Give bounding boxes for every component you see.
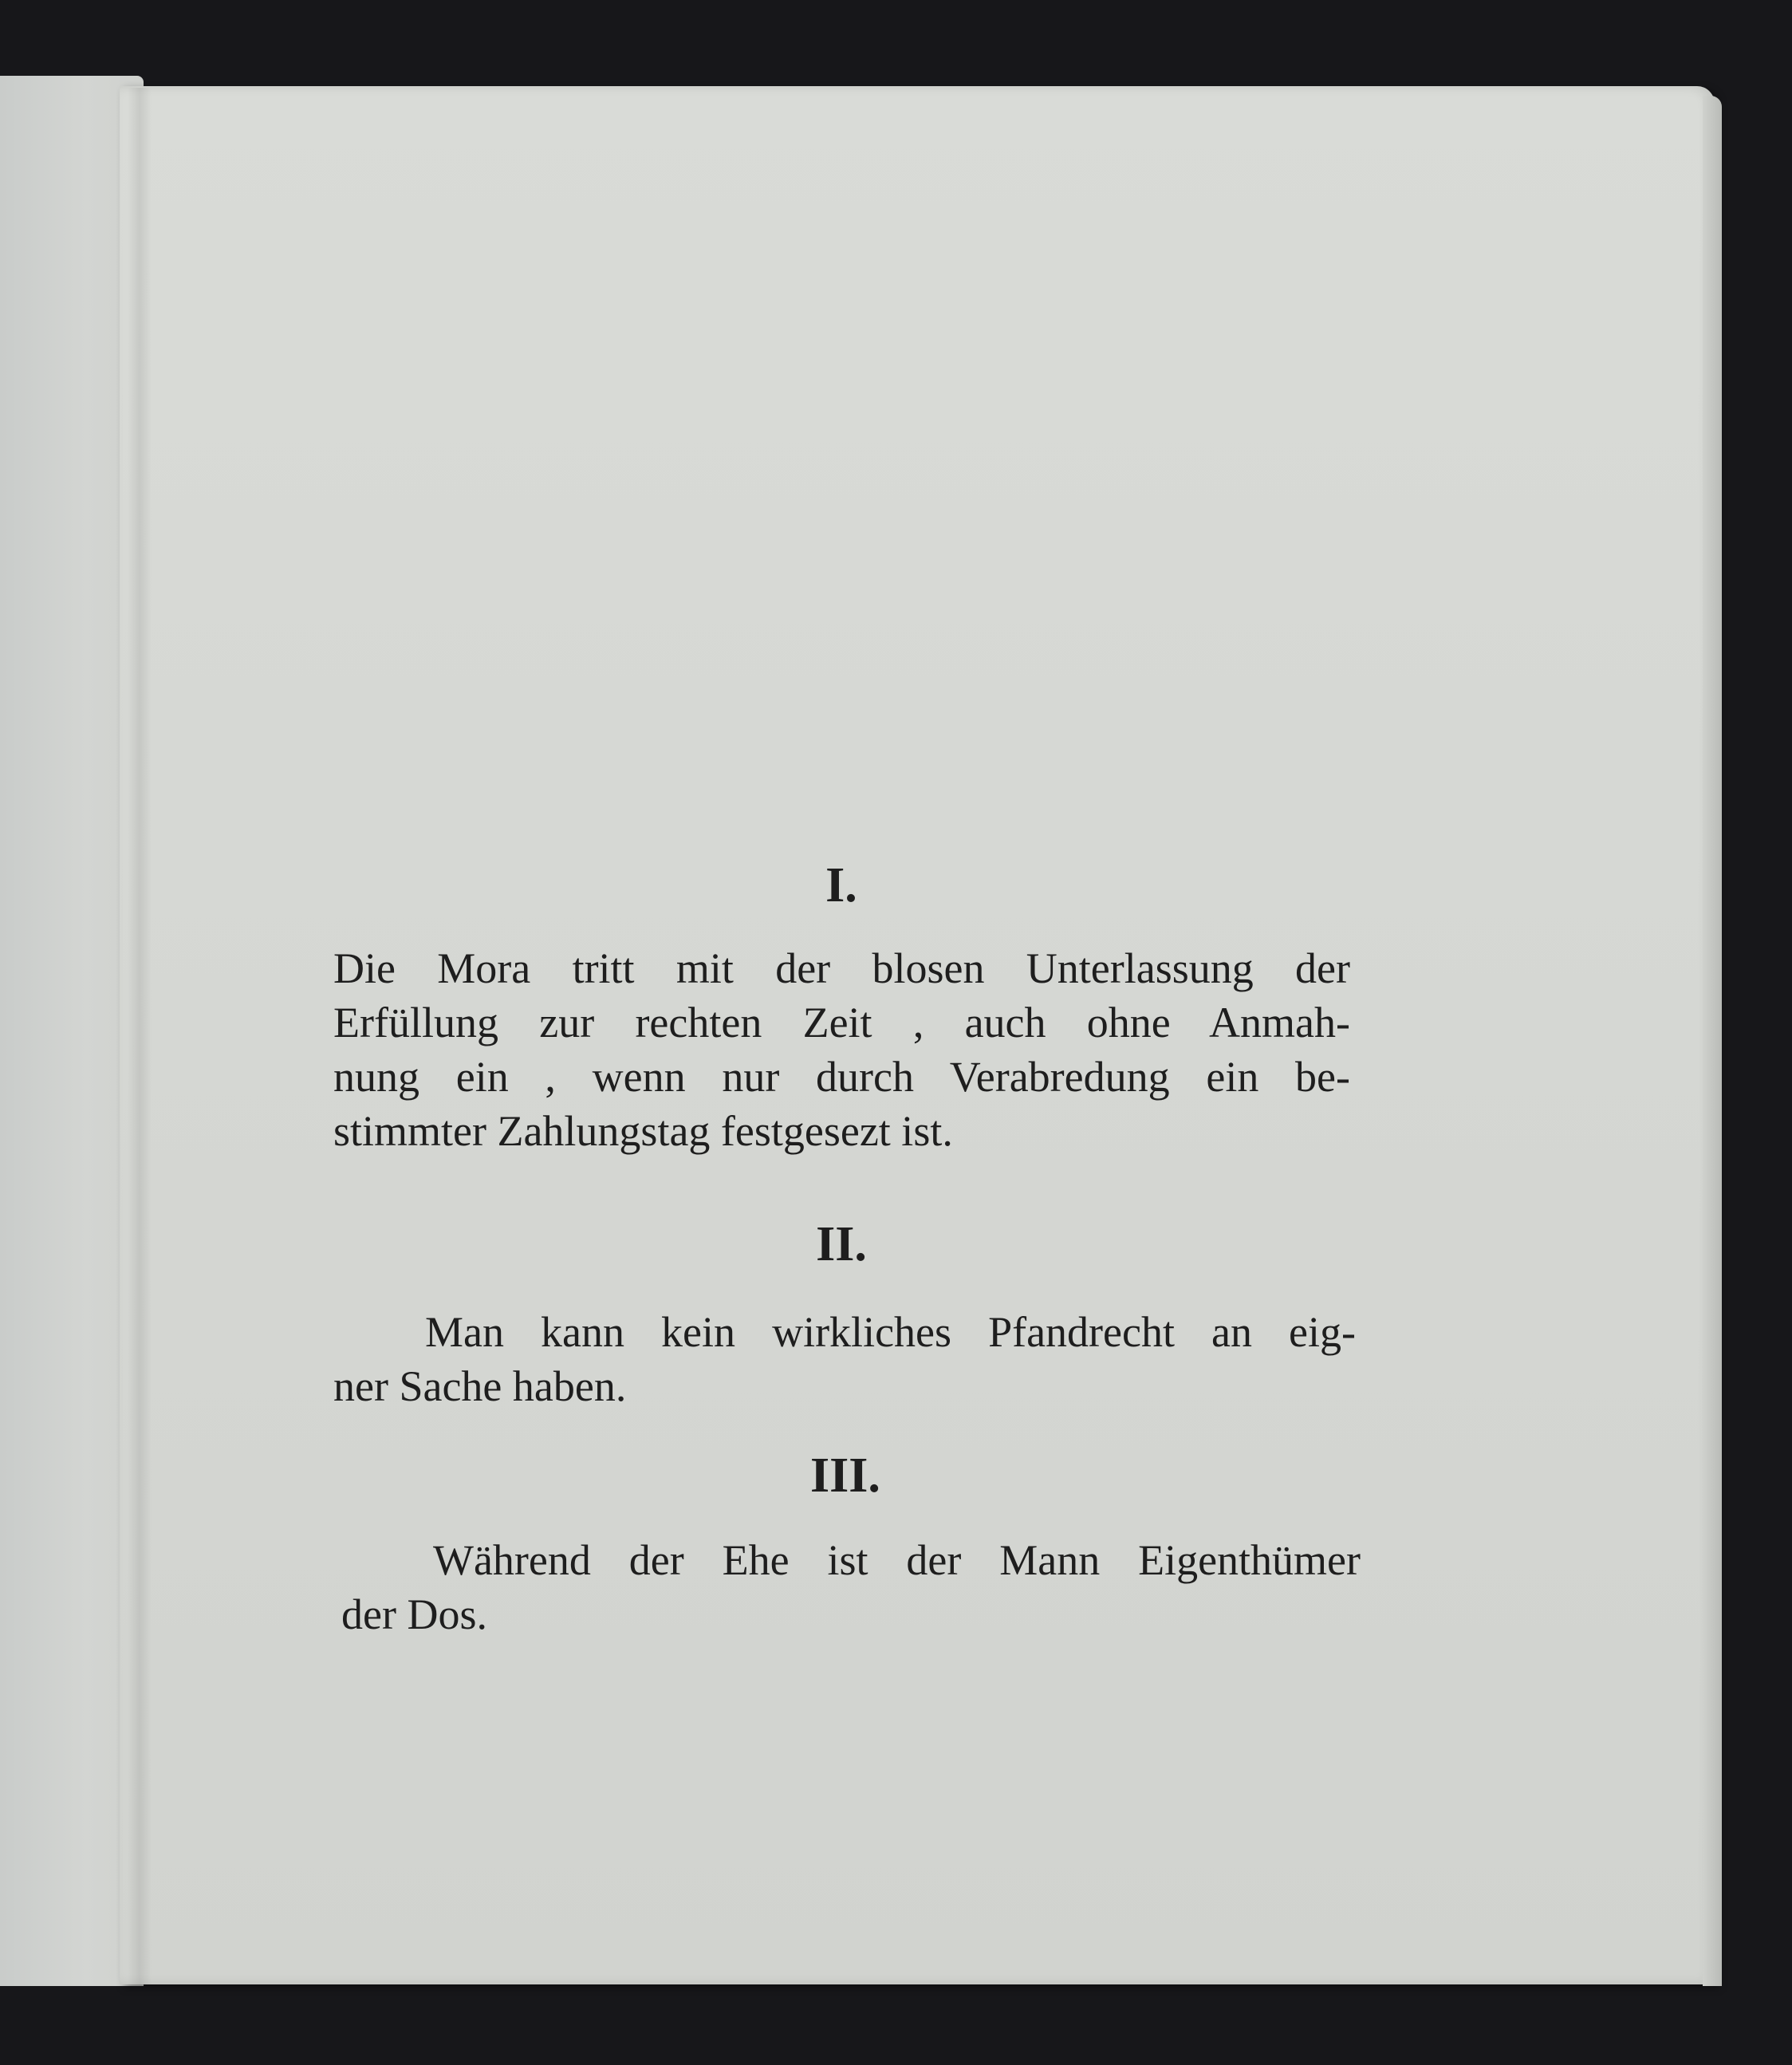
page-fore-edge — [1703, 96, 1722, 1986]
section-3-line-1: Während der Ehe ist der Mann Eigenthümer — [433, 1536, 1361, 1584]
section-heading-2: II. — [816, 1217, 867, 1271]
section-heading-1: I. — [825, 858, 857, 912]
section-1-line-2: Erfüllung zur rechten Zeit , auch ohne Anmah- — [333, 999, 1350, 1046]
section-1-line-3: nung ein , wenn nur durch Verabredung ein be- — [333, 1053, 1350, 1101]
section-2-paragraph — [333, 1305, 1356, 1413]
section-1-line-4: stimmter Zahlungstag festgesezt ist. — [333, 1107, 953, 1155]
section-2-line-1: Man kann kein wirkliches Pfandrecht an eig- — [425, 1308, 1356, 1356]
section-3-paragraph — [341, 1533, 1361, 1641]
book-gutter — [128, 88, 152, 1986]
section-1-paragraph — [333, 941, 1350, 1158]
section-1-line-1: Die Mora tritt mit der blosen Unterlassung der — [333, 944, 1350, 992]
section-heading-3: III. — [810, 1448, 880, 1503]
section-3-line-2: der Dos. — [341, 1590, 487, 1638]
section-2-line-2: ner Sache haben. — [333, 1362, 627, 1410]
